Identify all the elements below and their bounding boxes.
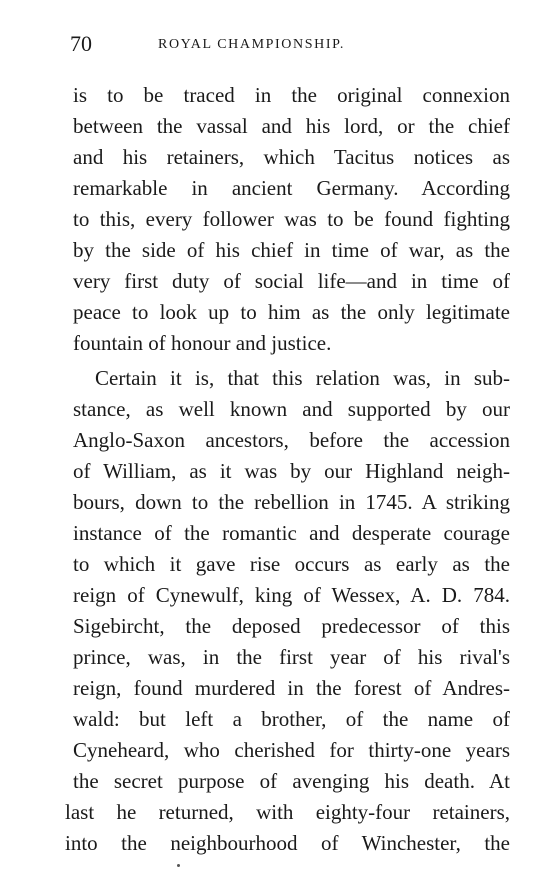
text-line: instance of the romantic and desperate courage [73,521,510,545]
running-head [70,31,510,57]
text-line: last he returned, with eighty-four retainers, [65,800,510,824]
text-line: to this, every follower was to be found fighting [73,207,510,231]
text-line: prince, was, in the first year of his rival's [73,645,510,669]
text-line: very first duty of social life—and in time of [73,269,510,293]
text-line: fountain of honour and justice. [73,331,332,355]
text-line: peace to look up to him as the only legitimate [73,300,510,324]
text-line: remarkable in ancient Germany. According [73,176,510,200]
ink-speck [177,864,180,867]
text-line: and his retainers, which Tacitus notices as [73,145,510,169]
text-line: is to be traced in the original connexion [73,83,510,107]
text-line: to which it gave rise occurs as early as the [73,552,510,576]
text-line: bours, down to the rebellion in 1745. A striking [73,490,510,514]
running-title: ROYAL CHAMPIONSHIP. [158,37,346,52]
text-line: wald: but left a brother, of the name of [73,707,510,731]
text-line: Anglo-Saxon ancestors, before the accession [73,428,510,452]
text-line: stance, as well known and supported by our [73,397,510,421]
text-line: between the vassal and his lord, or the chief [73,114,510,138]
text-line: reign, found murdered in the forest of Andres- [73,676,510,700]
text-line: by the side of his chief in time of war, as the [73,238,510,262]
text-line: Cyneheard, who cherished for thirty-one years [73,738,510,762]
text-line: Sigebircht, the deposed predecessor of this [73,614,510,638]
text-line: reign of Cynewulf, king of Wessex, A. D. 784. [73,583,510,607]
page-number: 70 [70,31,92,56]
paragraph-first-line: Certain it is, that this relation was, in sub- [95,366,510,390]
text-line: the secret purpose of avenging his death. At [73,769,510,793]
text-line: into the neighbourhood of Winchester, the [65,831,510,855]
text-line: of William, as it was by our Highland neigh- [73,459,510,483]
